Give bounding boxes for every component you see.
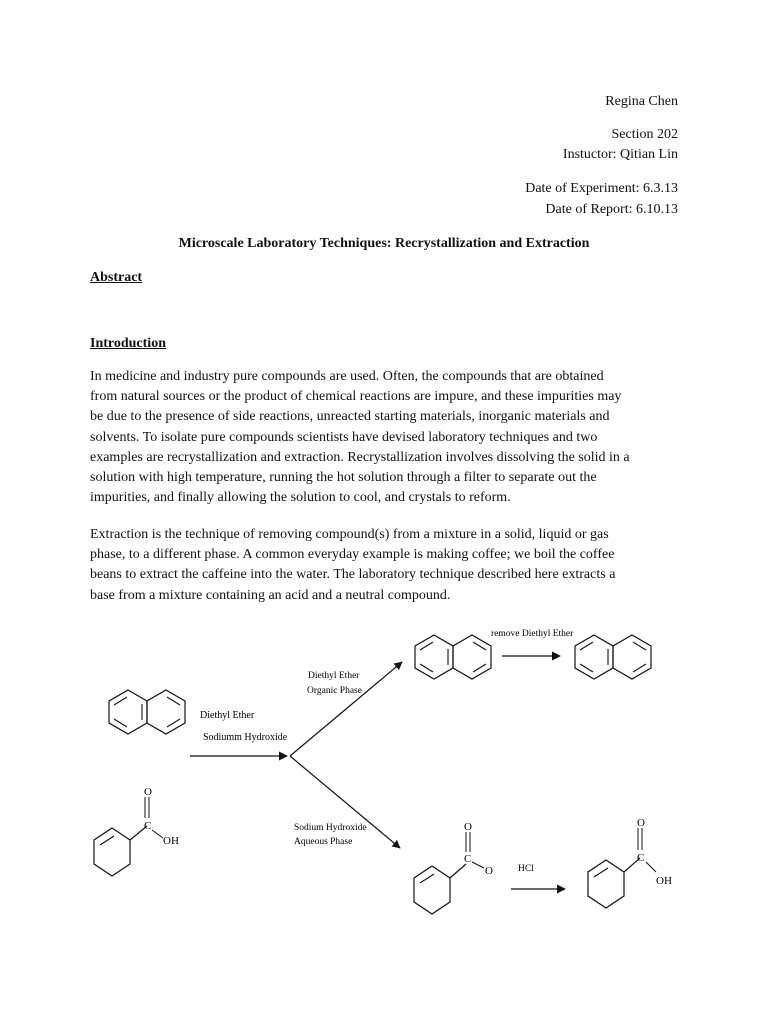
paragraph-line: base from a mixture containing an acid and a neutral compound. (90, 587, 451, 603)
document-title: Microscale Laboratory Techniques: Recrystallization and Extraction (178, 236, 590, 251)
atom-label: O (485, 865, 493, 877)
section-number: Section 202 (611, 127, 678, 142)
atom-label: C (464, 853, 472, 865)
benzoic-acid-start-structure (94, 786, 179, 876)
instructor-name: Instuctor: Qitian Lin (562, 147, 678, 162)
branch-label: Sodium Hydroxide (294, 823, 367, 833)
date-of-experiment: Date of Experiment: 6.3.13 (525, 181, 678, 196)
paragraph-line: Extraction is the technique of removing compound(s) from a mixture in a solid, liquid or gas (90, 527, 609, 542)
introduction-heading: Introduction (90, 336, 166, 351)
author-name: Regina Chen (605, 94, 678, 109)
paragraph-line: beans to extract the caffeine into the water. The laboratory technique described here extracts a (90, 567, 616, 583)
atom-label: C (144, 820, 152, 832)
atom-label: OH (163, 835, 179, 847)
paragraph-line: solvents. To isolate pure compounds scientists have devised laboratory techniques and two (90, 429, 598, 445)
benzoic-acid-product-structure (588, 817, 672, 908)
atom-label: O (637, 817, 645, 829)
remove-ether-label: remove Diethyl Ether (491, 629, 574, 639)
reagent-label: Sodiumm Hydroxide (203, 732, 288, 743)
atom-label: O (144, 786, 152, 798)
naphthalene-product-structure (575, 635, 651, 679)
branch-label: Diethyl Ether (308, 671, 360, 681)
paragraph-line: impurities, and finally allowing the solution to cool, and crystals to reform. (90, 490, 511, 506)
paragraph-line: solution with high temperature, running the hot solution through a filter to separate out the (90, 470, 597, 486)
paragraph-line: be due to the presence of side reactions, unreacted starting materials, inorganic materials and (90, 409, 610, 425)
date-of-report: Date of Report: 6.10.13 (545, 202, 678, 217)
branch-label: Aqueous Phase (294, 837, 353, 847)
paragraph-line: examples are recrystallization and extraction. Recrystallization involves dissolving the solid in a (90, 449, 630, 465)
lower-branch-arrow (290, 756, 400, 848)
branch-label: Organic Phase (307, 686, 362, 696)
naphthalene-start-structure (109, 690, 185, 734)
naphthalene-organic-phase-structure (415, 635, 491, 679)
atom-label: OH (656, 875, 672, 887)
paragraph-line: phase, to a different phase. A common everyday example is making coffee; we boil the coffee (90, 547, 615, 563)
atom-label: C (637, 852, 645, 864)
paragraph-line: from natural sources or the product of chemical reactions are impure, and these impurities may (90, 389, 622, 405)
hcl-label: HCl (518, 864, 534, 874)
abstract-heading: Abstract (90, 270, 143, 285)
reagent-label: Diethyl Ether (200, 710, 255, 721)
paragraph-line: In medicine and industry pure compounds are used. Often, the compounds that are obtained (90, 369, 604, 384)
benzoate-aqueous-structure (414, 821, 493, 914)
atom-label: O (464, 821, 472, 833)
